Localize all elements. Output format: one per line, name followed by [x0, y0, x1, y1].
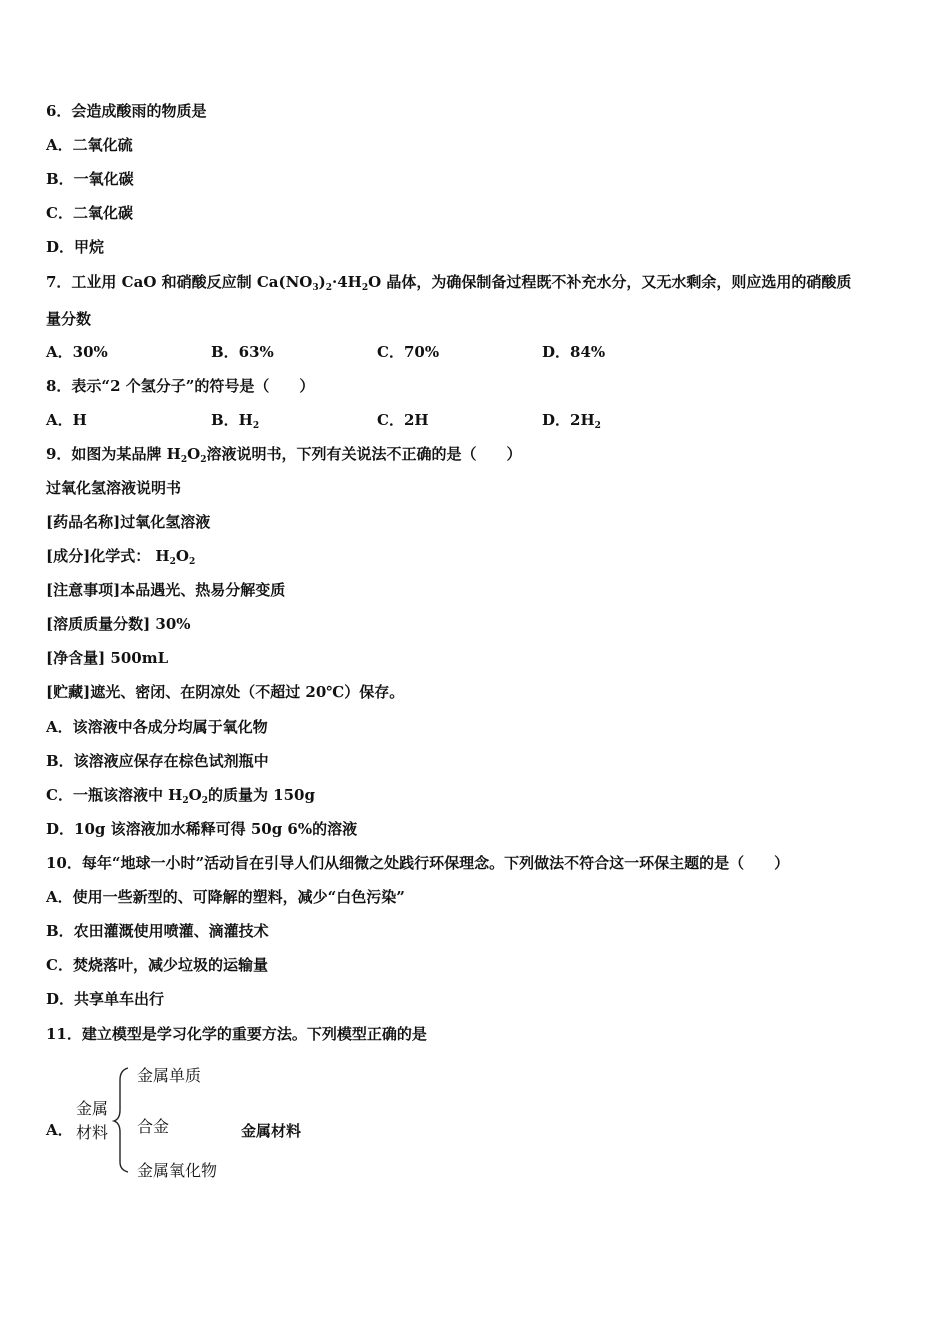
- q8-stem: 8．表示“2 个氢分子”的符号是（ ）: [46, 377, 315, 395]
- q9-label-formula: [成分]化学式： $H_2O_2$: [46, 547, 196, 567]
- q7-option-d: D．84%: [542, 343, 606, 361]
- q7-stem-line2: 量分数: [46, 310, 92, 328]
- q8-option-d: D．$2H_2$: [542, 411, 601, 431]
- q11-option-a-caption: 金属材料: [241, 1122, 302, 1140]
- q7-option-c: C．70%: [377, 343, 440, 361]
- q9-label-storage: [贮藏]遮光、密闭、在阴凉处（不超过 20℃）保存。: [46, 683, 405, 701]
- q6-option-a: A．二氧化硫: [46, 136, 133, 154]
- q9-stem: 9．如图为某品牌 $H_2O_2$溶液说明书，下列有关说法不正确的是（ ）: [46, 445, 522, 465]
- q10-option-a: A．使用一些新型的、可降解的塑料，减少“白色污染”: [46, 888, 405, 906]
- q9-label-title: 过氧化氢溶液说明书: [46, 479, 182, 497]
- q6-option-c: C．二氧化碳: [46, 204, 133, 222]
- q8-option-c: C．2H: [377, 411, 429, 429]
- brace-icon: [112, 1064, 134, 1174]
- q6-option-d: D．甲烷: [46, 238, 105, 256]
- diagram-root-line2: 材料: [76, 1123, 109, 1142]
- q7-option-a: A．30%: [46, 343, 108, 361]
- q10-option-b: B．农田灌溉使用喷灌、滴灌技术: [46, 922, 269, 940]
- q9-label-volume: [净含量] 500mL: [46, 649, 169, 667]
- q9-label-notes: [注意事项]本品遇光、热易分解变质: [46, 581, 286, 599]
- q9-option-a: A．该溶液中各成分均属于氧化物: [46, 718, 268, 736]
- q9-label-name: [药品名称]过氧化氢溶液: [46, 513, 211, 531]
- q6-stem: 6．会造成酸雨的物质是: [46, 102, 207, 120]
- q11-option-a-label: A．: [46, 1121, 73, 1139]
- q7-option-b: B．63%: [211, 343, 274, 361]
- q11-stem: 11．建立模型是学习化学的重要方法。下列模型正确的是: [46, 1025, 427, 1043]
- q7-stem-line1: 7．工业用 CaO 和硝酸反应制 $Ca(NO_3)_2\cdot 4H_2O$ 晶体，为确保制备过程既不补充水分，又无水剩余，则应选用的硝酸质: [46, 273, 852, 293]
- diagram-root-line1: 金属: [76, 1099, 109, 1118]
- q8-option-b: B．$H_2$: [211, 411, 260, 431]
- q10-stem: 10．每年“地球一小时”活动旨在引导人们从细微之处践行环保理念。下列做法不符合这一环保主题的是（ ）: [46, 854, 790, 872]
- q8-option-a: A．H: [46, 411, 87, 429]
- diagram-branch-metal-oxide: 金属氧化物: [137, 1161, 218, 1180]
- q9-option-c: C．一瓶该溶液中 $H_2O_2$的质量为 150g: [46, 786, 315, 806]
- q10-option-c: C．焚烧落叶，减少垃圾的运输量: [46, 956, 268, 974]
- diagram-branch-metal-element: 金属单质: [137, 1066, 202, 1085]
- q9-label-concentration: [溶质质量分数] 30%: [46, 615, 191, 633]
- q9-option-b: B．该溶液应保存在棕色试剂瓶中: [46, 752, 269, 770]
- q11-classification-diagram: [0, 1058, 400, 1188]
- diagram-branch-alloy: 合金: [137, 1117, 170, 1136]
- q10-option-d: D．共享单车出行: [46, 990, 165, 1008]
- q6-option-b: B．一氧化碳: [46, 170, 134, 188]
- q9-option-d: D．10g 该溶液加水稀释可得 50g 6%的溶液: [46, 820, 358, 838]
